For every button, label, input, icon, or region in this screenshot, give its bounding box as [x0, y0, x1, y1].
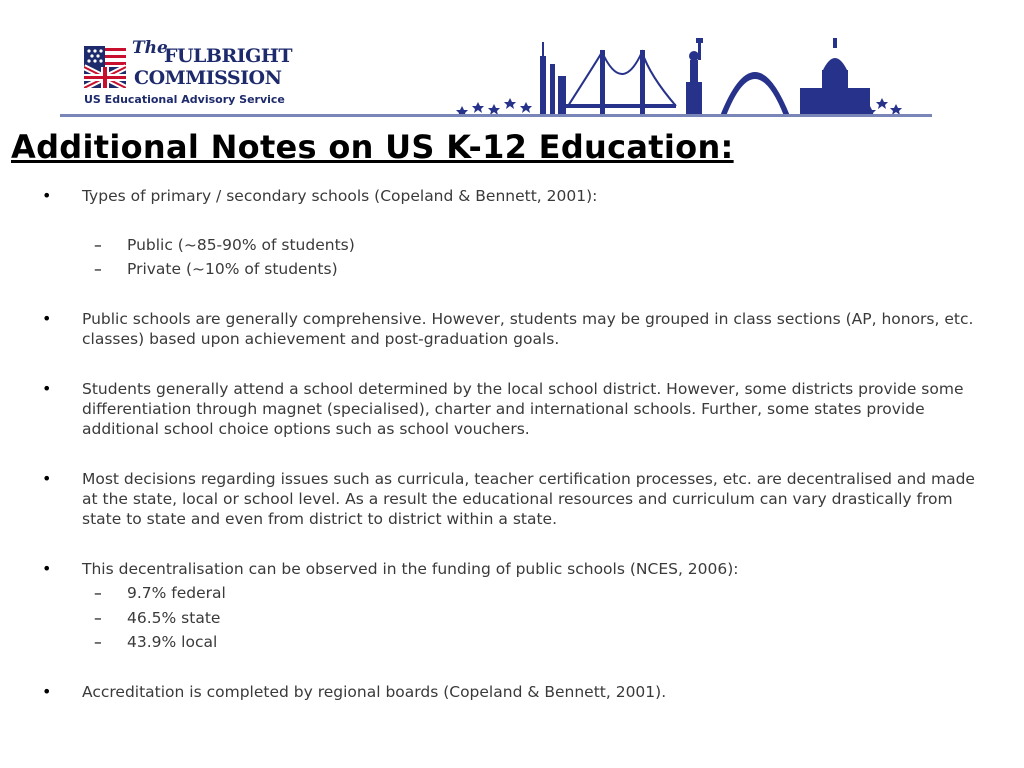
bullet-text: Public schools are generally comprehensive. However, students may be grouped in class sections (AP, honors, etc. classes) based upon achievement and post-graduation goals. — [82, 310, 974, 348]
header-banner — [60, 34, 932, 118]
bullet-icon: • — [42, 559, 52, 578]
slide-title: Additional Notes on US K-12 Education: — [11, 128, 734, 166]
bullet-icon: • — [42, 186, 52, 205]
bullet-text: Students generally attend a school determined by the local school district. However, some districts provide some differentiation through magnet (specialised), charter and international schools. Further, some states provide additional school choice options such as school vouchers. — [82, 380, 964, 438]
us-skyline-illustration-icon — [450, 36, 910, 116]
bullet-text: This decentralisation can be observed in the funding of public schools (NCES, 2006): — [82, 560, 739, 578]
dash-icon: – — [94, 260, 102, 278]
bullet-icon: • — [42, 309, 52, 328]
dash-icon: – — [94, 609, 102, 627]
logo-commission-text: COMMISSION — [134, 67, 282, 89]
sub-item-text: Public (~85-90% of students) — [127, 236, 355, 254]
sub-item-text: 9.7% federal — [127, 584, 226, 602]
bullet-text: Most decisions regarding issues such as curricula, teacher certification processes, etc. are decentralised and made at the state, local or school level. As a result the educational resources and curriculum can vary drastically from state to state and even from district to district within a state. — [82, 470, 975, 528]
bullet-text: Types of primary / secondary schools (Copeland & Bennett, 2001): — [82, 187, 598, 205]
sub-item-text: Private (~10% of students) — [127, 260, 338, 278]
bullet-icon: • — [42, 469, 52, 488]
banner-underline — [60, 114, 932, 117]
dash-icon: – — [94, 236, 102, 254]
sub-item-text: 43.9% local — [127, 633, 218, 651]
logo-fulbright-text: FULBRIGHT — [164, 45, 292, 67]
bullet-text: Accreditation is completed by regional boards (Copeland & Bennett, 2001). — [82, 683, 667, 701]
sub-item-text: 46.5% state — [127, 609, 221, 627]
dash-icon: – — [94, 633, 102, 651]
bullet-icon: • — [42, 379, 52, 398]
logo-service-text: US Educational Advisory Service — [84, 93, 285, 106]
bullet-icon: • — [42, 682, 52, 701]
logo-the-text: The — [132, 38, 168, 58]
dash-icon: – — [94, 584, 102, 602]
union-jack-stars-stripes-flag-icon — [84, 46, 126, 88]
